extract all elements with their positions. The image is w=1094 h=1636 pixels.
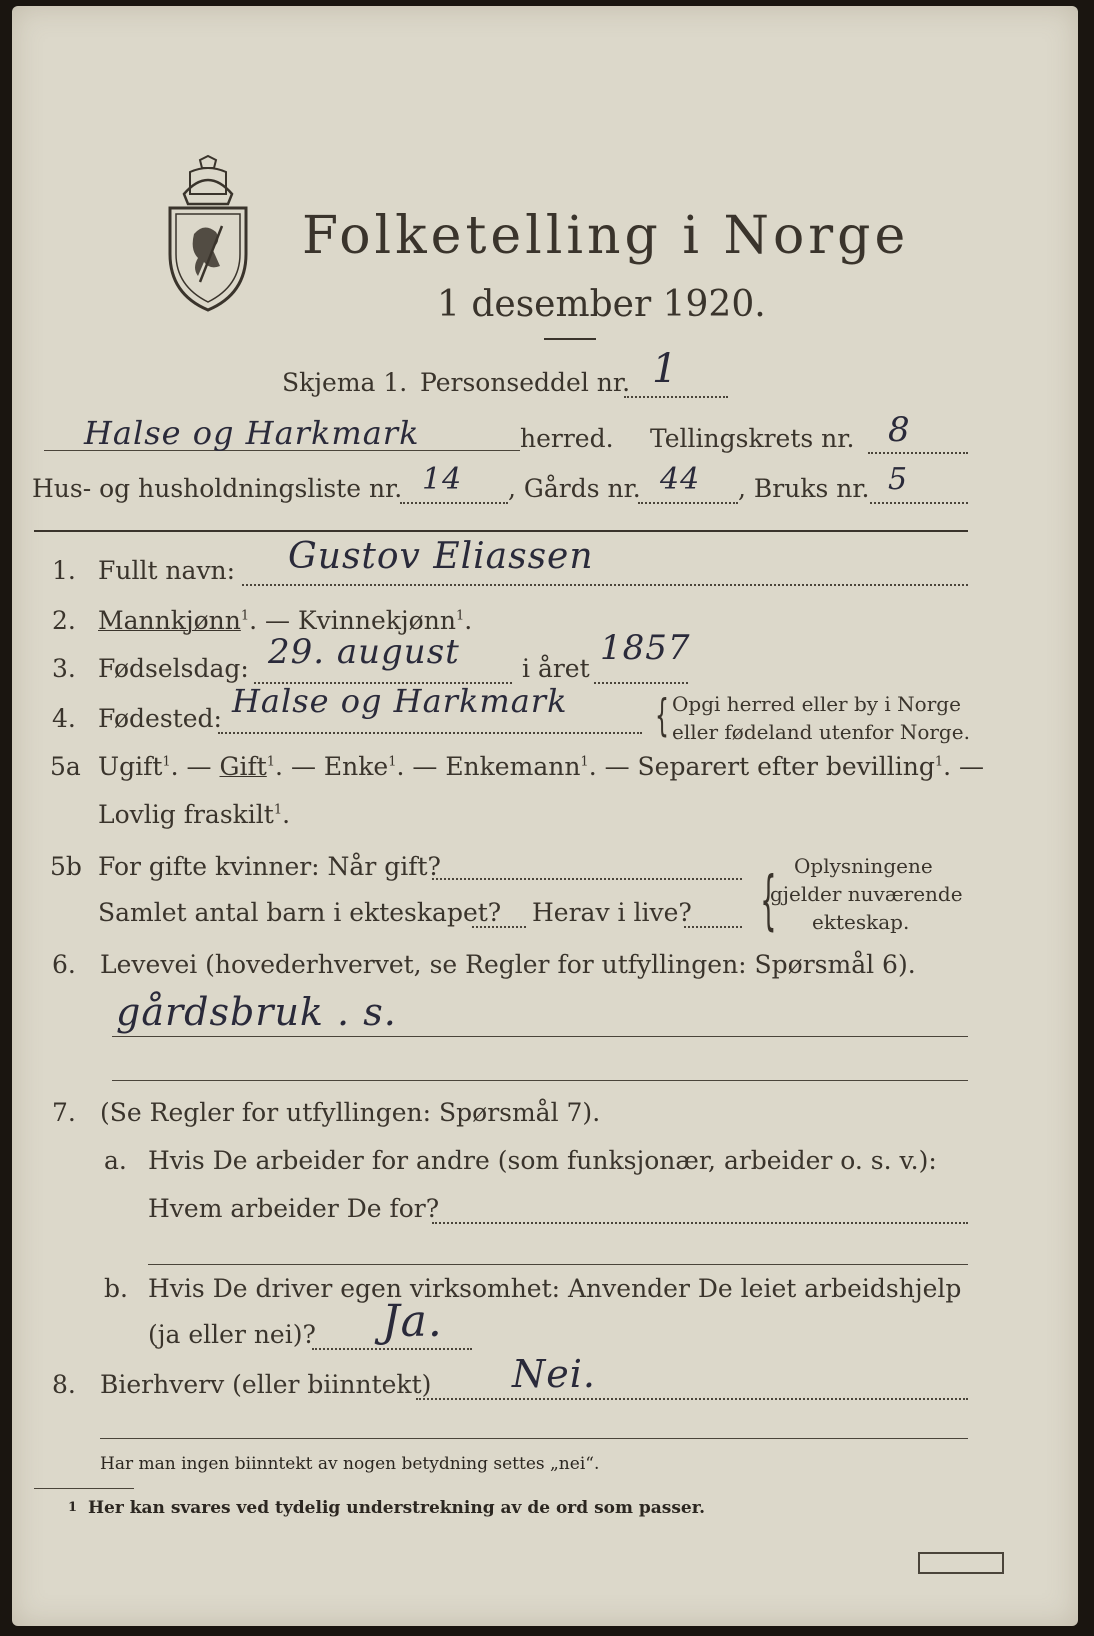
q5b-alive-label: Herav i live? (532, 898, 692, 927)
q5b-children-line (472, 926, 526, 928)
q5a-ugift: Ugift (98, 752, 163, 781)
q5a-end: . — (943, 752, 985, 781)
q5a-sep: . — (170, 752, 220, 781)
q5a-gift-underlined: Gift (219, 752, 267, 781)
q7a-field-line-1 (432, 1222, 968, 1224)
q5a-fraskilt-line (98, 800, 290, 829)
q5b-when-married-line (432, 878, 742, 880)
q5a-ref: 1 (580, 754, 589, 770)
printer-stamp (918, 1552, 1004, 1574)
gards-field-line (638, 502, 738, 504)
q4-note-line1: Opgi herred eller by i Norge (672, 692, 961, 716)
q3-year-value: 1857 (600, 628, 691, 668)
q6-occupation-value: gårdsbruk . s. (116, 990, 397, 1034)
q7b-number: b. (104, 1274, 128, 1303)
q4-birthplace-value: Halse og Harkmark (232, 682, 568, 720)
q5a-number: 5a (50, 752, 81, 781)
bruks-field-line (870, 502, 968, 504)
q5a-sep: . — (275, 752, 324, 781)
q5a-ref: 1 (162, 754, 171, 770)
q5b-note-line2: gjelder nuværende (770, 882, 963, 906)
q5a-end2: . (282, 800, 291, 829)
q1-label: Fullt navn: (98, 556, 236, 585)
q5a-ref: 1 (266, 754, 276, 770)
footnote-text: Her kan svares ved tydelig understrekning av de ord som passer. (88, 1498, 706, 1518)
q2-number: 2. (52, 606, 76, 635)
q4-number: 4. (52, 704, 76, 733)
gards-value: 44 (660, 462, 701, 497)
footer-note: Har man ingen biinntekt av nogen betydning settes „nei“. (100, 1454, 600, 1474)
husliste-label: Hus- og husholdningsliste nr. (32, 474, 403, 503)
q5b-note-line1: Oplysningene (794, 854, 933, 878)
q5a-ref: 1 (388, 754, 397, 770)
q6-label: Levevei (hovederhvervet, se Regler for utfyllingen: Spørsmål 6). (100, 950, 916, 979)
q5b-alive-line (684, 926, 742, 928)
tellingskrets-label: Tellingskrets nr. (650, 424, 855, 453)
q2-footnote-ref-2: 1 (455, 608, 465, 624)
q5a-sep: . — (588, 752, 638, 781)
q5b-note-brace: { (760, 864, 777, 938)
personseddel-label: Personseddel nr. (420, 368, 631, 397)
q7b-field-line (312, 1348, 472, 1350)
q3-year-line (594, 682, 688, 684)
q4-note-brace: { (655, 690, 669, 741)
q5a-sep: . — (396, 752, 446, 781)
q4-note-line2: eller fødeland utenfor Norge. (672, 720, 970, 744)
q5b-number: 5b (50, 852, 82, 881)
tellingskrets-field-line (868, 452, 968, 454)
bruks-value: 5 (888, 462, 909, 497)
herred-label: herred. (520, 424, 614, 453)
q5a-separert: Separert efter bevilling (637, 752, 935, 781)
q5a-ref: 1 (934, 754, 944, 770)
personseddel-field-line (624, 396, 728, 398)
q7a-label: Hvis De arbeider for andre (som funksjonær, arbeider o. s. v.): (148, 1146, 937, 1175)
skjema-label: Skjema 1. (282, 368, 408, 397)
q3-label: Fødselsdag: (98, 654, 249, 683)
q7a-number: a. (104, 1146, 127, 1175)
norway-coat-of-arms-icon (160, 154, 256, 314)
q8-number: 8. (52, 1370, 76, 1399)
q2-female-option: Kvinnekjønn (297, 606, 456, 635)
form-title: Folketelling i Norge (302, 206, 910, 266)
footnote-number: 1 (68, 1500, 78, 1515)
q8-label: Bierhverv (eller biinntekt) (100, 1370, 432, 1399)
q8-value: Nei. (512, 1352, 596, 1396)
personseddel-value: 1 (652, 346, 679, 392)
tellingskrets-value: 8 (888, 410, 911, 450)
q7-number: 7. (52, 1098, 76, 1127)
q2-sex-options (98, 606, 472, 635)
q3-number: 3. (52, 654, 76, 683)
q1-full-name-value: Gustov Eliassen (288, 536, 594, 577)
q5a-enkemann: Enkemann (445, 752, 581, 781)
q2-male-option: Mannkjønn (98, 606, 241, 635)
q8-field-line-2 (100, 1438, 968, 1439)
husliste-field-line (400, 502, 508, 504)
q3-birthday-value: 29. august (268, 632, 460, 672)
q5a-ref: 1 (273, 802, 283, 818)
q7-label: (Se Regler for utfyllingen: Spørsmål 7). (100, 1098, 601, 1127)
herred-value: Halse og Harkmark (84, 414, 420, 452)
q5b-note-line3: ekteskap. (812, 910, 910, 934)
q1-number: 1. (52, 556, 76, 585)
q8-field-line (416, 1398, 968, 1400)
q7b-question: (ja eller nei)? (148, 1320, 316, 1349)
q1-field-line (242, 584, 968, 586)
title-divider (544, 338, 596, 340)
q7a-field-line-2 (148, 1264, 968, 1265)
q4-field-line (218, 732, 642, 734)
q6-number: 6. (52, 950, 76, 979)
q5a-fraskilt: Lovlig fraskilt (98, 800, 274, 829)
gards-label: , Gårds nr. (508, 474, 641, 503)
q7a-question: Hvem arbeider De for? (148, 1194, 440, 1223)
q4-label: Fødested: (98, 704, 222, 733)
q2-separator: . — (249, 606, 298, 635)
q6-field-line-2 (112, 1080, 968, 1081)
q5a-marital-options (98, 752, 984, 781)
census-form-paper (12, 6, 1078, 1626)
q2-footnote-ref-1: 1 (240, 608, 250, 624)
q2-end: . (464, 606, 473, 635)
q5b-line1: For gifte kvinner: Når gift? (98, 852, 441, 881)
husliste-value: 14 (422, 462, 463, 497)
header-divider (34, 530, 968, 532)
q3-year-label: i året (522, 654, 590, 683)
q6-field-line-1 (112, 1036, 968, 1037)
q5b-line2: Samlet antal barn i ekteskapet? (98, 898, 502, 927)
q7b-value: Ja. (382, 1296, 443, 1347)
q5a-enke: Enke (323, 752, 389, 781)
q7b-label: Hvis De driver egen virksomhet: Anvender De leiet arbeidshjelp (148, 1274, 962, 1303)
footnote-divider (34, 1488, 134, 1489)
bruks-label: , Bruks nr. (738, 474, 870, 503)
census-date: 1 desember 1920. (437, 284, 766, 325)
